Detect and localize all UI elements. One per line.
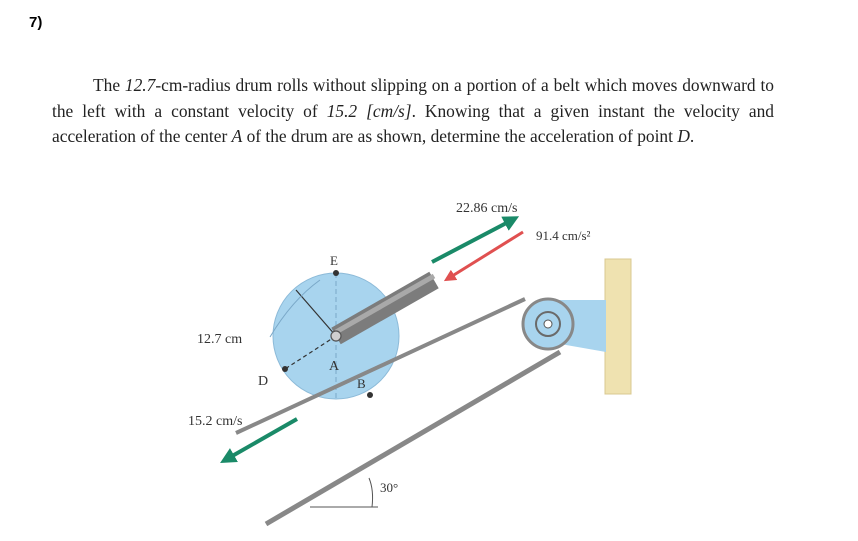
point-a-label: A [329,359,340,374]
point-e-label: E [330,253,338,268]
angle-label: 30° [380,480,399,495]
radius-label: 12.7 cm [197,332,243,347]
point-a-ref: A [231,126,243,146]
accel-a-label: 91.4 cm/s² [536,228,591,243]
point-d-ref: D [677,126,690,146]
velocity-a-label: 22.86 cm/s [456,201,518,216]
point-e [333,270,339,276]
accel-arrow-a [449,232,523,278]
pulley-axle [544,320,552,328]
angle-arc [369,478,373,507]
problem-text-5: . [689,126,695,146]
wall-support [605,259,631,394]
belt-velocity-value: 15.2 [cm/s] [326,100,412,121]
problem-text-1: The [93,75,125,95]
point-d-label: D [258,374,269,389]
problem-text-2: -cm-radius drum rolls without slipping on a portion of a belt which moves downward to the left with a constant velocity of [52,75,774,121]
problem-text-3: . Knowing that a given instant the velocity and acceleration of the center [52,100,774,146]
belt-velocity-label: 15.2 cm/s [188,414,243,429]
point-b-label: B [357,376,366,391]
question-number: 7) [29,14,43,31]
velocity-arrow-a [432,220,512,262]
point-b [367,392,373,398]
point-d [282,366,288,372]
radius-value: 12.7 [124,75,156,95]
center-pin [331,331,341,341]
problem-text-4: of the drum are as shown, determine the acceleration of point [242,126,678,146]
